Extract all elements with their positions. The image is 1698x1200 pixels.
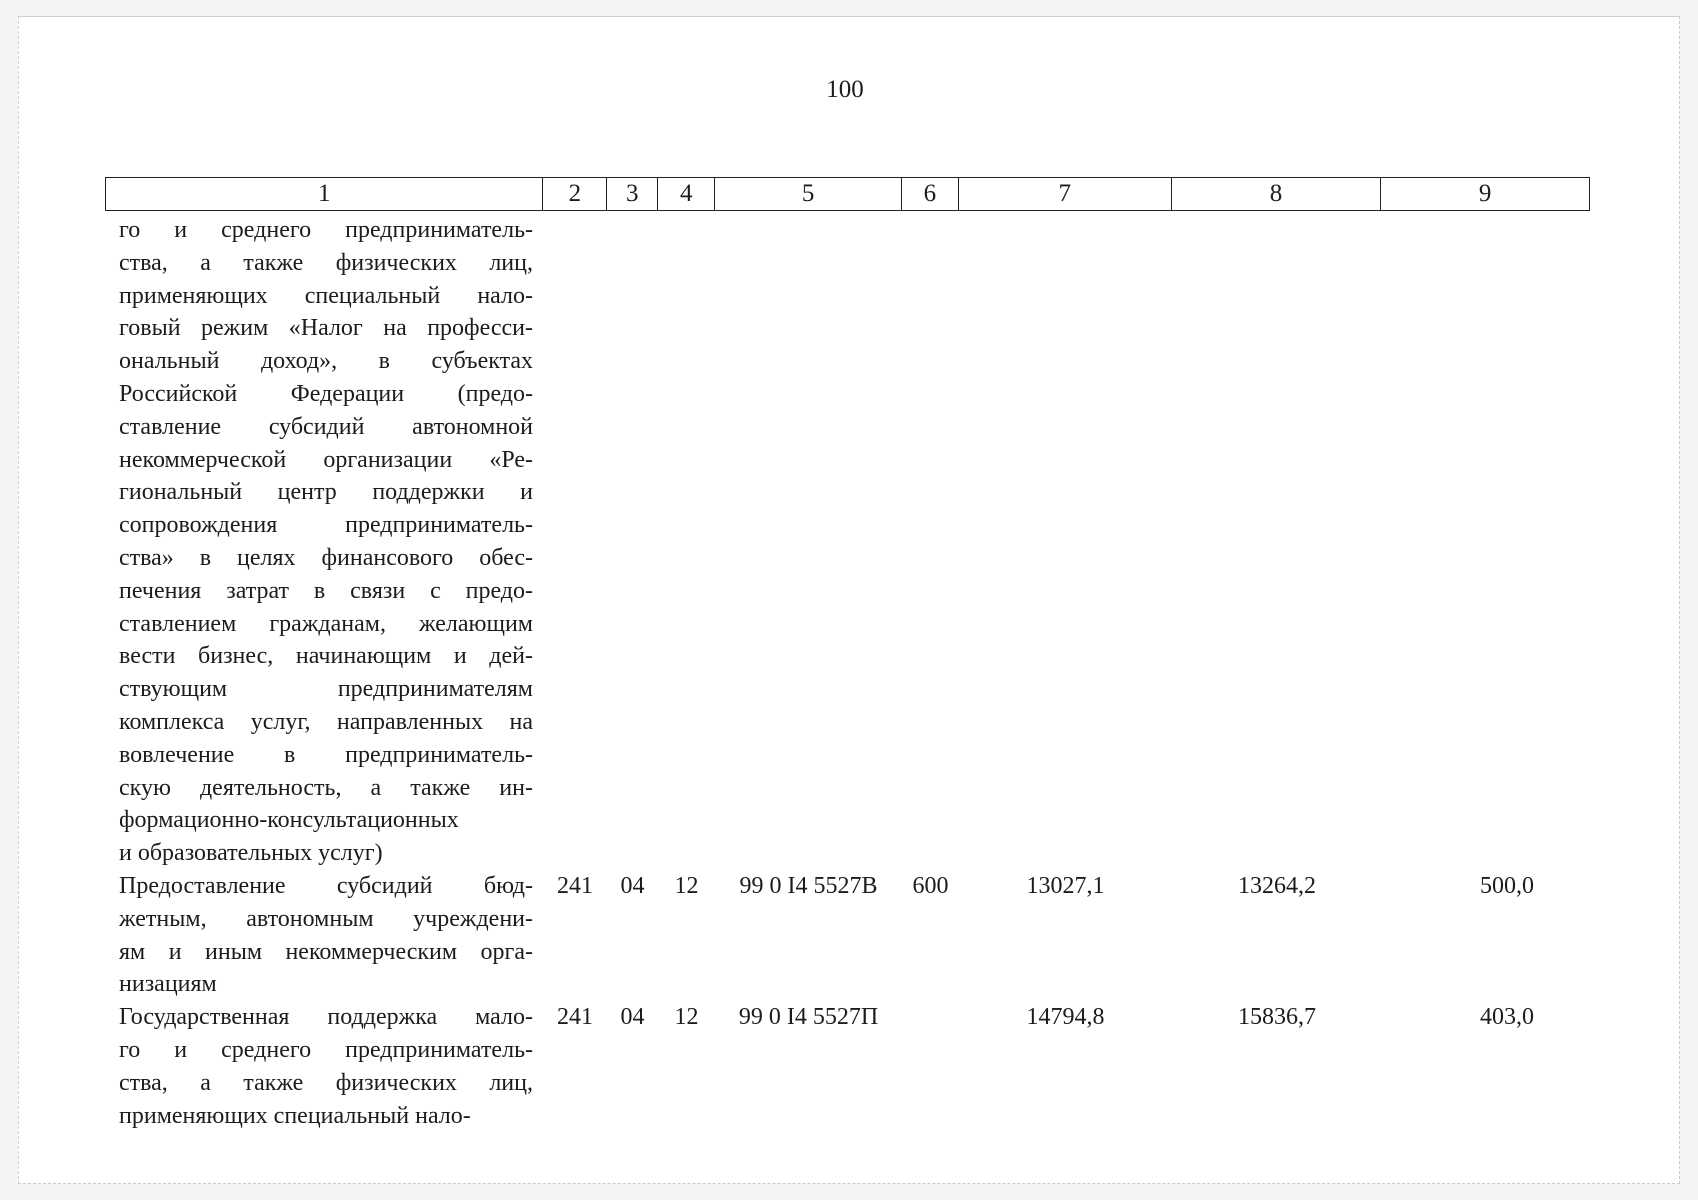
row-name-line: ства, а также физических лиц, bbox=[119, 1069, 533, 1096]
row-name-line: печения затрат в связи с предо- bbox=[119, 577, 533, 604]
row-name-cell bbox=[105, 870, 543, 1001]
header-col-1: 1 bbox=[106, 178, 543, 210]
row-name-line: формационно-консультационных bbox=[119, 807, 459, 834]
row-name-line: и образовательных услуг) bbox=[119, 840, 383, 867]
row-cell-5: 99 0 I4 5527В bbox=[739, 872, 878, 899]
header-col-5: 5 bbox=[715, 178, 902, 210]
row-name-line: применяющих специальный нало- bbox=[119, 282, 533, 309]
row-name-line: вести бизнес, начинающим и дей- bbox=[119, 643, 533, 670]
row-cell-6: 600 bbox=[912, 872, 949, 899]
row-name-line: гиональный центр поддержки и bbox=[119, 479, 533, 506]
row-name-cell bbox=[105, 1001, 543, 1132]
row-cell-9: 500,0 bbox=[1480, 872, 1534, 899]
row-name-line: ональный доход», в субъектах bbox=[119, 348, 533, 375]
row-name-line: скую деятельность, а также ин- bbox=[119, 774, 533, 801]
row-cell-3: 04 bbox=[620, 872, 645, 899]
row-name-line: вовлечение в предприниматель- bbox=[119, 741, 533, 768]
row-cell-8: 15836,7 bbox=[1238, 1004, 1316, 1031]
row-cell-7: 13027,1 bbox=[1026, 872, 1105, 899]
row-cell-2: 241 bbox=[557, 872, 593, 899]
row-name-line: ства, а также физических лиц, bbox=[119, 249, 533, 276]
row-name-line: жетным, автономным учреждени- bbox=[119, 905, 533, 932]
row-name-line: низациям bbox=[119, 971, 217, 998]
row-name-line: го и среднего предприниматель- bbox=[119, 1036, 533, 1063]
row-name-line: Предоставление субсидий бюд- bbox=[119, 872, 533, 899]
row-cell-4: 12 bbox=[674, 1004, 699, 1031]
row-name-line: го и среднего предприниматель- bbox=[119, 217, 533, 243]
row-name-line: Российской Федерации (предо- bbox=[119, 380, 533, 407]
table-row bbox=[105, 870, 1590, 1001]
row-cell-7: 14794,8 bbox=[1026, 1004, 1105, 1031]
table-row bbox=[105, 1001, 1590, 1132]
row-name-line: ства» в целях финансового обес- bbox=[119, 544, 533, 571]
page-number: 100 bbox=[826, 76, 864, 103]
header-col-4: 4 bbox=[658, 178, 715, 210]
row-cell-4: 12 bbox=[674, 872, 699, 899]
table-body bbox=[105, 214, 1590, 1132]
header-col-8: 8 bbox=[1172, 178, 1382, 210]
row-cell-2: 241 bbox=[557, 1004, 593, 1031]
row-cell-8: 13264,2 bbox=[1238, 872, 1316, 899]
row-name-line: Государственная поддержка мало- bbox=[119, 1004, 533, 1031]
header-col-2: 2 bbox=[543, 178, 607, 210]
row-name-line: комплекса услуг, направленных на bbox=[119, 708, 533, 735]
row-name-line: говый режим «Налог на професси- bbox=[119, 315, 533, 342]
row-name-line: применяющих специальный нало- bbox=[119, 1102, 471, 1129]
row-cell-9: 403,0 bbox=[1480, 1004, 1534, 1031]
row-name-line: сопровождения предприниматель- bbox=[119, 512, 533, 539]
header-col-7: 7 bbox=[959, 178, 1172, 210]
row-name-line: ствующим предпринимателям bbox=[119, 676, 533, 703]
row-name-line: некоммерческой организации «Ре- bbox=[119, 446, 533, 473]
row-name-cell bbox=[105, 214, 543, 870]
table-header-row bbox=[105, 177, 1590, 211]
row-name-line: ставление субсидий автономной bbox=[119, 413, 533, 440]
header-col-9: 9 bbox=[1478, 180, 1492, 207]
header-col-6: 6 bbox=[902, 178, 959, 210]
row-cell-5: 99 0 I4 5527П bbox=[738, 1004, 879, 1031]
header-col-3: 3 bbox=[607, 178, 658, 210]
row-name-line: ям и иным некоммерческим орга- bbox=[119, 938, 533, 965]
row-cell-3: 04 bbox=[620, 1004, 645, 1031]
table-row bbox=[105, 214, 1590, 870]
row-name-line: ставлением гражданам, желающим bbox=[119, 610, 533, 637]
